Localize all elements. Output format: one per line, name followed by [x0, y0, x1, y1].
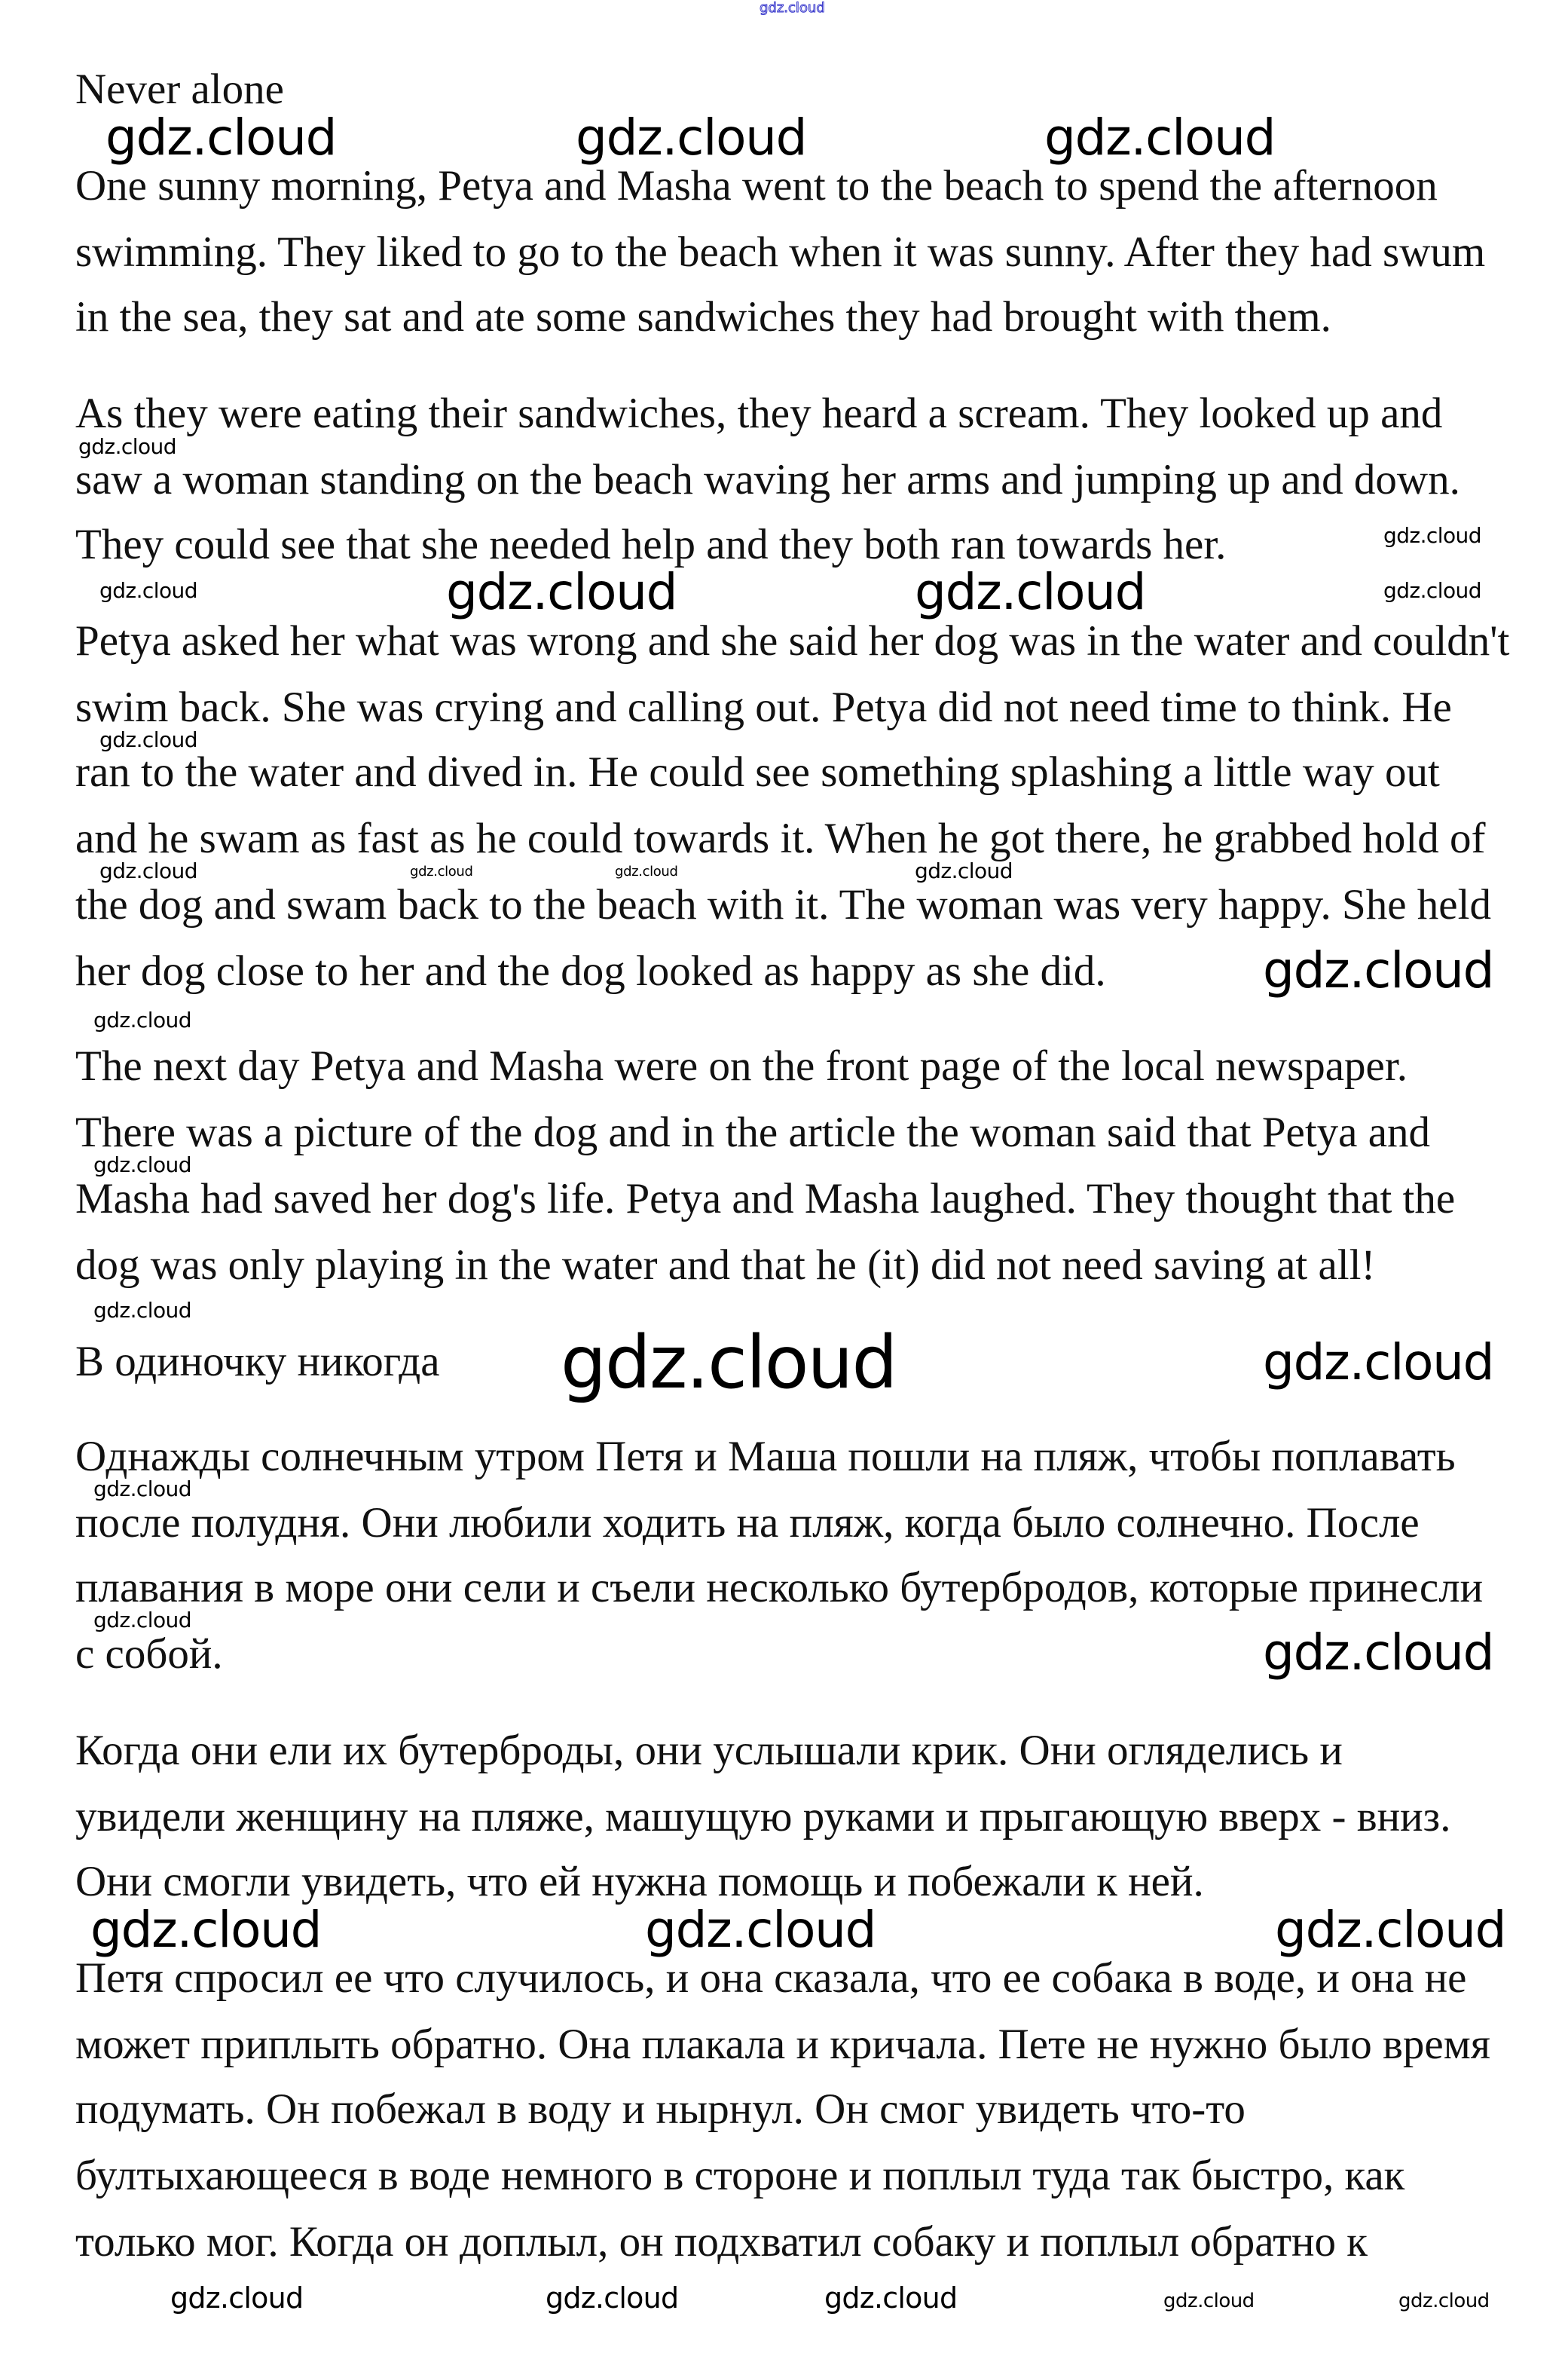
paragraph-line: her dog close to her and the dog looked as happy as she did.	[75, 947, 1106, 995]
watermark: gdz.cloud	[915, 858, 1013, 883]
paragraph-line: Однажды солнечным утром Петя и Маша пошли на пляж, чтобы поплавать	[75, 1433, 1456, 1480]
watermark: gdz.cloud	[1275, 1901, 1506, 1959]
watermark: gdz.cloud	[561, 1320, 897, 1405]
paragraph-line: увидели женщину на пляже, машущую руками и прыгающую вверх - вниз.	[75, 1793, 1451, 1840]
paragraph-line: может приплыть обратно. Она плакала и кричала. Пете не нужно было время	[75, 2021, 1490, 2068]
paragraph-line: бултыхающееся в воде немного в стороне и поплыл туда так быстро, как	[75, 2152, 1405, 2199]
watermark: gdz.cloud	[105, 109, 337, 167]
watermark: gdz.cloud	[824, 2281, 958, 2315]
watermark: gdz.cloud	[446, 563, 677, 621]
paragraph-line: As they were eating their sandwiches, they heard a scream. They looked up and	[75, 390, 1443, 437]
watermark: gdz.cloud	[1383, 523, 1481, 548]
watermark: gdz.cloud	[1163, 2290, 1255, 2312]
watermark: gdz.cloud	[645, 1901, 876, 1959]
watermark: gdz.cloud	[90, 1901, 322, 1959]
paragraph-line: in the sea, they sat and ate some sandwiches they had brought with them.	[75, 293, 1331, 341]
paragraph-line: Петя спросил ее что случилось, и она сказала, что ее собака в воде, и она не	[75, 1954, 1467, 2002]
watermark: gdz.cloud	[410, 864, 473, 880]
paragraph-line: плавания в море они сели и съели несколько бутербродов, которые принесли	[75, 1564, 1484, 1611]
document-title: В одиночку никогда	[75, 1338, 440, 1385]
paragraph-line: dog was only playing in the water and that he (it) did not need saving at all!	[75, 1241, 1376, 1289]
paragraph-line: swim back. She was crying and calling out. Petya did not need time to think. He	[75, 684, 1452, 731]
watermark: gdz.cloud	[99, 858, 197, 883]
paragraph-line: swimming. They liked to go to the beach when it was sunny. After they had swum	[75, 228, 1486, 276]
paragraph-line: The next day Petya and Masha were on the front page of the local newspaper.	[75, 1042, 1408, 1090]
watermark: gdz.cloud	[93, 1476, 191, 1501]
watermark: gdz.cloud	[1044, 109, 1276, 167]
paragraph-line: and he swam as fast as he could towards it. When he got there, he grabbed hold of	[75, 815, 1486, 862]
paragraph-line: после полудня. Они любили ходить на пляж, когда было солнечно. После	[75, 1499, 1420, 1547]
watermark: gdz.cloud	[576, 109, 807, 167]
paragraph-line: с собой.	[75, 1630, 223, 1678]
watermark: gdz.cloud	[615, 864, 678, 880]
paragraph-line: They could see that she needed help and they both ran towards her.	[75, 521, 1227, 568]
document-title: Never alone	[75, 66, 284, 113]
watermark: gdz.cloud	[1263, 941, 1494, 999]
watermark-top: gdz.cloud	[760, 0, 825, 16]
watermark: gdz.cloud	[93, 1608, 191, 1632]
watermark: gdz.cloud	[99, 578, 197, 603]
paragraph-line: ran to the water and dived in. He could see something splashing a little way out	[75, 748, 1440, 796]
watermark: gdz.cloud	[78, 434, 176, 459]
watermark: gdz.cloud	[1263, 1333, 1494, 1391]
paragraph-line: Petya asked her what was wrong and she said her dog was in the water and couldn't	[75, 617, 1510, 665]
paragraph-line: There was a picture of the dog and in the article the woman said that Petya and	[75, 1109, 1431, 1156]
paragraph-line: Они смогли увидеть, что ей нужна помощь и побежали к ней.	[75, 1858, 1204, 1905]
paragraph-line: saw a woman standing on the beach waving her arms and jumping up and down.	[75, 456, 1460, 503]
watermark: gdz.cloud	[1398, 2290, 1490, 2312]
paragraph-line: Когда они ели их бутерброды, они услышали крик. Они огляделись и	[75, 1727, 1343, 1774]
watermark: gdz.cloud	[170, 2281, 304, 2315]
paragraph-line: подумать. Он побежал в воду и нырнул. Он смог увидеть что-то	[75, 2085, 1246, 2133]
watermark: gdz.cloud	[99, 727, 197, 752]
watermark: gdz.cloud	[915, 563, 1146, 621]
watermark: gdz.cloud	[1383, 578, 1481, 603]
watermark: gdz.cloud	[93, 1152, 191, 1177]
paragraph-line: только мог. Когда он доплыл, он подхватил собаку и поплыл обратно к	[75, 2218, 1368, 2266]
watermark: gdz.cloud	[93, 1298, 191, 1323]
paragraph-line: the dog and swam back to the beach with it. The woman was very happy. She held	[75, 881, 1491, 929]
watermark: gdz.cloud	[546, 2281, 679, 2315]
paragraph-line: Masha had saved her dog's life. Petya and Masha laughed. They thought that the	[75, 1175, 1456, 1222]
paragraph-line: One sunny morning, Petya and Masha went to the beach to spend the afternoon	[75, 162, 1438, 210]
watermark: gdz.cloud	[1263, 1623, 1494, 1681]
watermark: gdz.cloud	[93, 1008, 191, 1033]
